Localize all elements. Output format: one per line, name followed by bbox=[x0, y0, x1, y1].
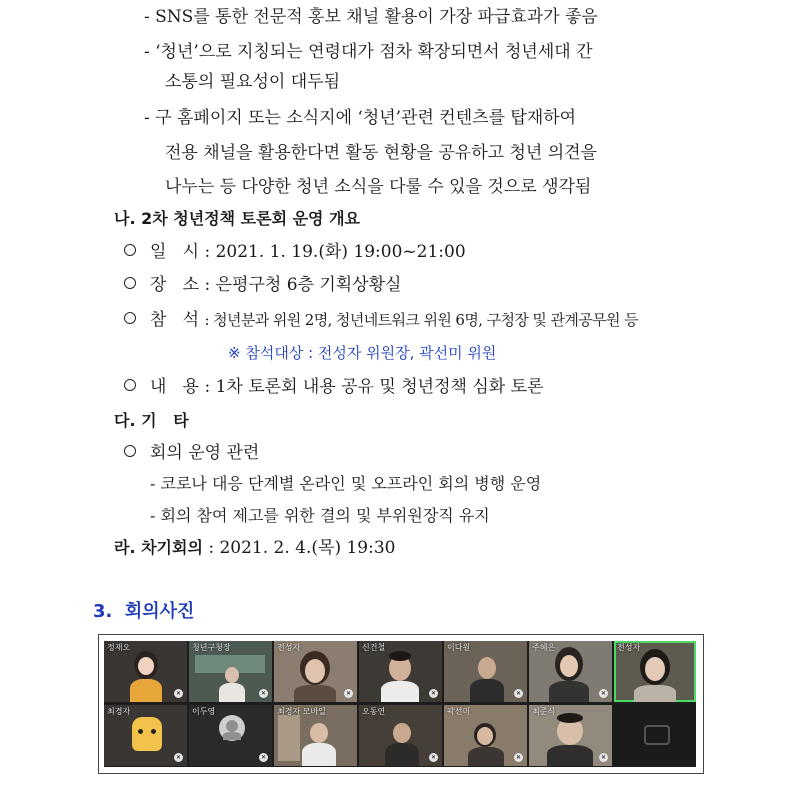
attend-label: 참 석 bbox=[150, 310, 200, 330]
participant-tile bbox=[359, 641, 442, 702]
bullet-homepage: - 구 홈페이지 또는 소식지에 ‘청년’관련 컨텐츠를 탑재하여 bbox=[144, 108, 577, 128]
bullet-youth-age-cont: 소통의 필요성이 대두됨 bbox=[165, 72, 341, 92]
date-row bbox=[124, 240, 466, 264]
participant-name: 곽선미 bbox=[447, 707, 471, 716]
circle-bullet-icon bbox=[124, 277, 136, 289]
participant-name: 전성자 bbox=[617, 643, 641, 652]
participant-name: 최경자 모바일 bbox=[277, 707, 326, 716]
bullet-homepage-cont1: 전용 채널을 활용한다면 활동 현황을 공유하고 청년 의견을 bbox=[165, 143, 597, 163]
participant-name: 오동연 bbox=[362, 707, 386, 716]
mic-icon: ✕ bbox=[260, 754, 267, 761]
participant-tile bbox=[529, 705, 612, 766]
participant-name: 주혜은 bbox=[532, 643, 556, 652]
section-ra-heading: 라. 차기회의 bbox=[114, 538, 203, 557]
meeting-op-row bbox=[124, 441, 259, 465]
mic-icon: ✕ bbox=[175, 690, 182, 697]
place-value: : 은평구청 6층 기획상황실 bbox=[204, 275, 402, 295]
participant-tile bbox=[189, 705, 272, 766]
chat-icon bbox=[644, 725, 670, 745]
mic-icon: ✕ bbox=[430, 690, 437, 697]
place-row bbox=[124, 273, 401, 297]
meeting-op-label: 회의 운영 관련 bbox=[150, 443, 260, 463]
participant-tile bbox=[104, 705, 187, 766]
circle-bullet-icon bbox=[124, 244, 136, 256]
video-call-grid bbox=[104, 641, 696, 767]
date-label: 일 시 bbox=[150, 242, 200, 262]
bullet-homepage-cont2: 나누는 등 다양한 청년 소식을 다룰 수 있을 것으로 생각됨 bbox=[165, 177, 592, 197]
place-label: 장 소 bbox=[150, 275, 200, 295]
section-ra-value: : 2021. 2. 4.(목) 19:30 bbox=[208, 538, 396, 558]
participant-name: 신건철 bbox=[362, 643, 386, 652]
participant-name: 최경자 bbox=[107, 707, 131, 716]
circle-bullet-icon bbox=[124, 379, 136, 391]
participant-tile bbox=[359, 705, 442, 766]
mic-icon: ✕ bbox=[600, 754, 607, 761]
date-value: : 2021. 1. 19.(화) 19:00~21:00 bbox=[204, 242, 466, 262]
participant-tile bbox=[274, 641, 357, 702]
participant-name: 이두영 bbox=[192, 707, 216, 716]
participant-tile bbox=[104, 641, 187, 702]
circle-bullet-icon bbox=[124, 312, 136, 324]
bullet-sns: - SNS를 통한 전문적 홍보 채널 활용이 가장 파급효과가 좋음 bbox=[144, 7, 598, 27]
participant-tile bbox=[444, 705, 527, 766]
mic-icon: ✕ bbox=[515, 690, 522, 697]
section-ra-row bbox=[114, 536, 395, 560]
participant-name: 청년구청장 bbox=[192, 643, 231, 652]
mic-icon: ✕ bbox=[430, 754, 437, 761]
circle-bullet-icon bbox=[124, 445, 136, 457]
attend-value: : 청년분과 위원 2명, 청년네트워크 위원 6명, 구청장 및 관계공무원 등 bbox=[204, 311, 638, 329]
participant-tile bbox=[274, 705, 357, 766]
mic-icon: ✕ bbox=[345, 690, 352, 697]
da-sub2: - 회의 참여 제고를 위한 결의 및 부위원장직 유지 bbox=[150, 506, 490, 525]
da-sub1: - 코로나 대응 단계별 온라인 및 오프라인 회의 병행 운영 bbox=[150, 474, 542, 493]
participant-name: 최준식 bbox=[532, 707, 556, 716]
content-value: : 1차 토론회 내용 공유 및 청년정책 심화 토론 bbox=[204, 377, 544, 397]
section-na-heading: 나. 2차 청년정책 토론회 운영 개요 bbox=[114, 209, 360, 228]
bullet-youth-age: - ‘청년’으로 지칭되는 연령대가 점차 확장되면서 청년세대 간 bbox=[144, 42, 593, 62]
participant-tile bbox=[444, 641, 527, 702]
content-row bbox=[124, 375, 543, 399]
participant-name: 정재오 bbox=[107, 643, 131, 652]
mic-icon: ✕ bbox=[175, 754, 182, 761]
attend-row bbox=[124, 308, 638, 332]
attend-note: ※ 참석대상 : 전성자 위원장, 곽선미 위원 bbox=[228, 344, 497, 362]
participant-tile-active bbox=[614, 641, 696, 702]
mic-icon: ✕ bbox=[515, 754, 522, 761]
content-label: 내 용 bbox=[150, 377, 200, 397]
participant-tile bbox=[189, 641, 272, 702]
section-da-heading: 다. 기 타 bbox=[114, 411, 189, 430]
participant-name: 전성자 bbox=[277, 643, 301, 652]
mic-icon: ✕ bbox=[260, 690, 267, 697]
photo-section-title: 3. 회의사진 bbox=[93, 601, 195, 622]
empty-tile bbox=[614, 705, 696, 766]
participant-name: 이다원 bbox=[447, 643, 471, 652]
participant-tile bbox=[529, 641, 612, 702]
mic-icon: ✕ bbox=[600, 690, 607, 697]
